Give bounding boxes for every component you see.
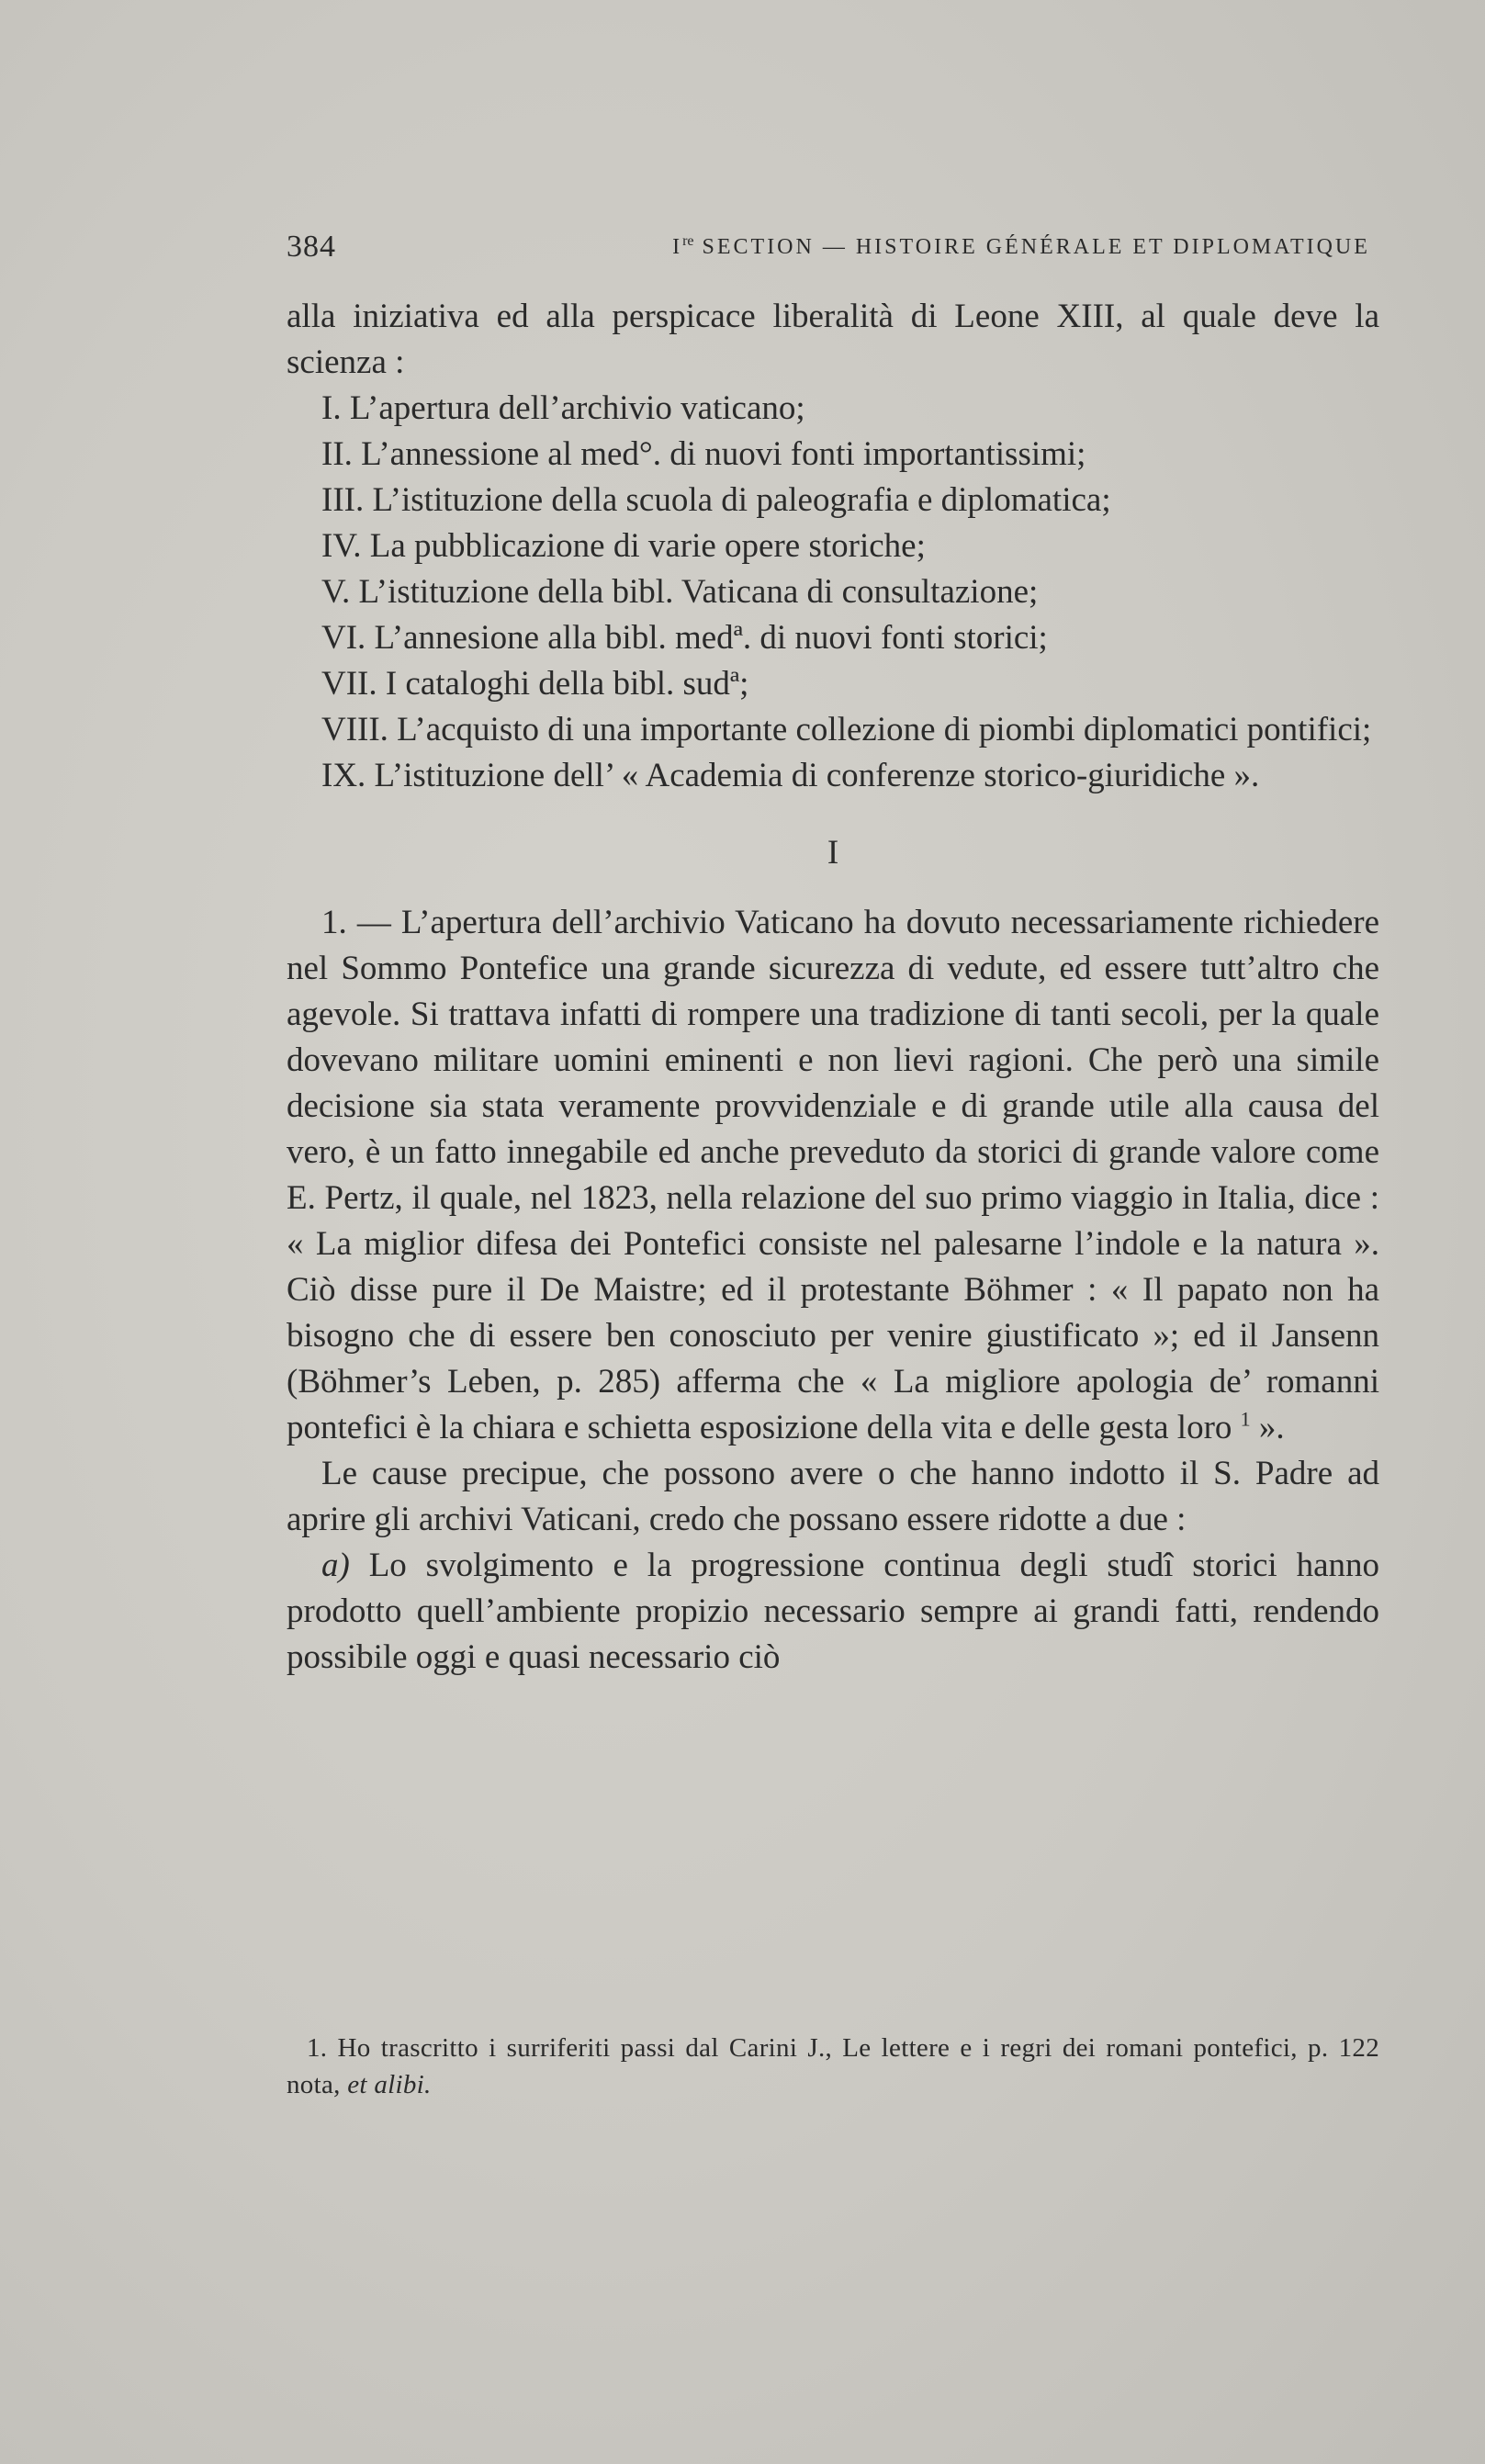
footnote-reference: 1 [1240, 1407, 1251, 1431]
paragraph-1-end: ». [1250, 1409, 1285, 1446]
main-text [287, 294, 1379, 1681]
list-item: II. L’annessione al med°. di nuovi fonti importantissimi; [321, 435, 1086, 473]
paragraph-3-label: a) [321, 1547, 350, 1584]
section-ordinal: I [672, 235, 683, 259]
footnote-text: 1. Ho trascritto i surriferiti passi dal Carini J., Le lettere e i regri dei romani pontefici, p. 122 nota, [287, 2033, 1379, 2099]
page-number: 384 [287, 230, 336, 264]
list-item: IV. La pubblicazione di varie opere storiche; [321, 527, 926, 565]
list-item: III. L’istituzione della scuola di paleografia e diplomatica; [321, 481, 1111, 519]
running-title [672, 235, 1370, 260]
intro-paragraph: alla iniziativa ed alla perspicace liberalità di Leone XIII, al quale deve la scienza : [287, 298, 1379, 381]
list-item: VI. L’annesione alla bibl. medª. di nuovi fonti storici; [321, 619, 1048, 657]
paragraph-1 [287, 900, 1379, 1451]
list-item: V. L’istituzione della bibl. Vaticana di consultazione; [321, 573, 1039, 611]
footnote-1 [287, 2030, 1379, 2103]
section-ordinal-suffix: re [682, 233, 694, 249]
section-heading: I [827, 834, 839, 872]
paragraph-3 [287, 1543, 1379, 1681]
running-header [287, 230, 1379, 266]
paragraph-1-text: 1. — L’apertura dell’archivio Vaticano ha dovuto necessariamente richiedere nel Sommo Pontefice una grande sicurezza di vedute, ed essere tutt’altro che agevole. Si trattava infatti di rompere una tradizione di tanti secoli, per la quale dovevano militare uomini eminenti e non lievi ragioni. Che però una simile decisione sia stata veramente provvidenziale e di grande utile alla causa del vero, è un fatto innegabile ed anche preveduto da storici di grande valore come E. Pertz, il quale, nel 1823, nella relazione del suo primo viaggio in Italia, dice : « La miglior difesa dei Pontefici consiste nel palesarne l’indole e la natura ». Ciò disse pure il De Maistre; ed il protestante Böhmer : « Il papato non ha bisogno che di essere ben conosciuto per venire giustificato »; ed il Jansenn (Böhmer’s Leben, p. 285) afferma che « La migliore apologia de’ romanni pontefici è la chiara e schietta esposizione della vita e delle gesta loro [287, 904, 1379, 1446]
list-item: IX. L’istituzione dell’ « Academia di conferenze storico-giuridiche ». [321, 757, 1260, 794]
list-item: I. L’apertura dell’archivio vaticano; [321, 389, 805, 427]
achievements-list [287, 386, 1379, 799]
running-title-text: SECTION — HISTOIRE GÉNÉRALE ET DIPLOMATIQUE [702, 235, 1370, 259]
list-item: VII. I cataloghi della bibl. sudª; [321, 665, 749, 703]
list-item: VIII. L’acquisto di una importante collezione di piombi diplomatici pontifici; [321, 711, 1372, 748]
footnotes [287, 2030, 1379, 2103]
paragraph-2: Le cause precipue, che possono avere o che hanno indotto il S. Padre ad aprire gli archivi Vaticani, credo che possano essere ridotte a due : [287, 1455, 1379, 1538]
paragraph-3-text: Lo svolgimento e la progressione continua degli studî storici hanno prodotto quell’ambiente propizio necessario sempre ai grandi fatti, rendendo possibile oggi e quasi necessario ciò [287, 1547, 1379, 1676]
footnote-italic: et alibi. [347, 2070, 432, 2099]
